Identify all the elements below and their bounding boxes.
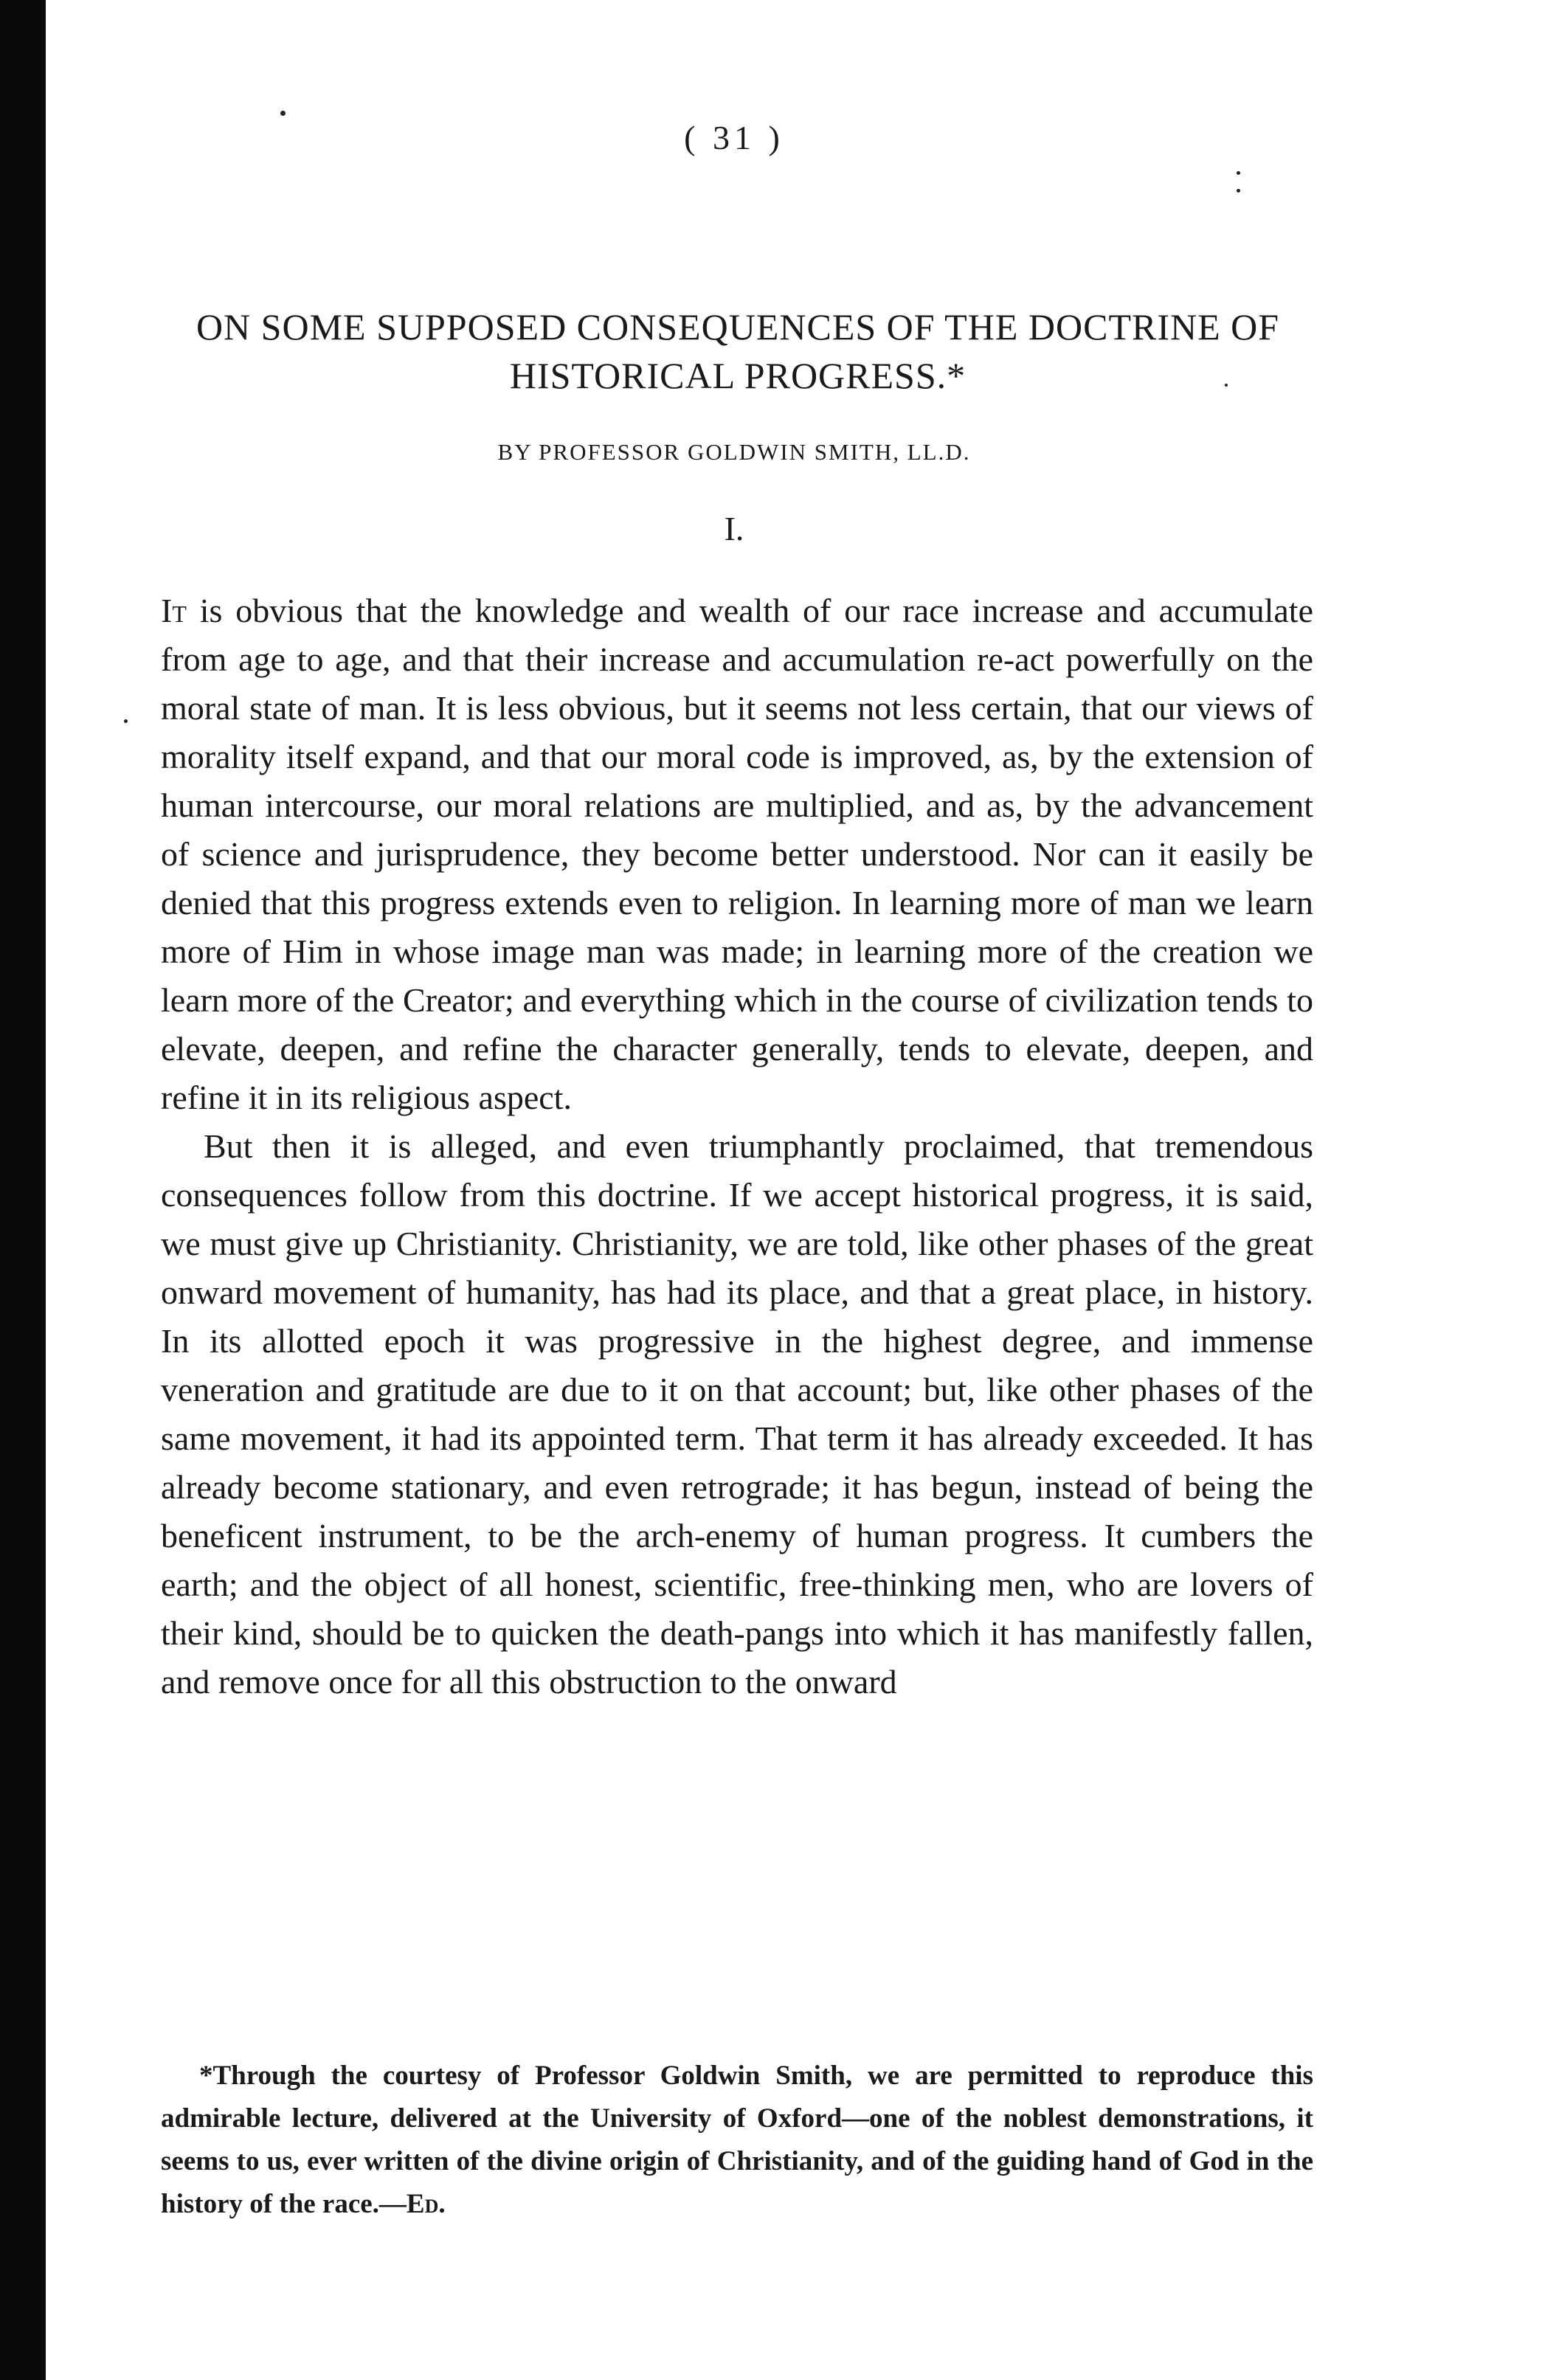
scan-speck [280,111,286,116]
footnote-signature: Ed. [406,2189,446,2219]
page-number: ( 31 ) [684,119,784,156]
scan-edge [0,0,46,2380]
author-byline: BY PROFESSOR GOLDWIN SMITH, LL.D. [497,439,971,465]
article-title: ON SOME SUPPOSED CONSEQUENCES OF THE DOCTRINE OF HISTORICAL PROGRESS.* [196,306,1280,396]
footnote [161,2055,1313,2226]
paragraph-1 [161,587,1313,1122]
scan-speck [1237,171,1240,175]
scan-speck [124,719,128,723]
footnote-text: *Through the courtesy of Professor Goldwin Smith, we are permitted to reproduce this admirable lecture, delivered at the University of Oxford—one of the noblest demonstrations, it seems to us, ever written of the divine origin of Christianity, and of the guiding hand of God in the history of the race.— [161,2061,1313,2219]
paragraph-1-text: is obvious that the knowledge and wealth of our race increase and accumulate from age to age, and that their increase and accumulation re-act powerfully on the moral state of man. It is less obvious, but it seems not less certain, that our views of morality itself expand, and that our moral code is improved, as, by the extension of human intercourse, our moral relations are multiplied, and as, by the advancement of science and jurisprudence, they become better understood. Nor can it easily be denied that this progress extends even to religion. In learning more of man we learn more of Him in whose image man was made; in learning more of the creation we learn more of the Creator; and everything which in the course of civilization tends to elevate, deepen, and refine the character generally, tends to elevate, deepen, and refine it in its religious aspect. [161,592,1313,1116]
paragraph-2: But then it is alleged, and even triumphantly proclaimed, that tremendous consequences follow from this doctrine. If we accept historical progress, it is said, we must give up Christianity. Christianity, we are told, like other phases of the great onward movement of humanity, has had its place, and that a great place, in history. In its allotted epoch it was progressive in the highest degree, and immense veneration and gratitude are due to it on that account; but, like other phases of the same movement, it had its appointed term. That term it has already exceeded. It has already become stationary, and even retrograde; it has begun, instead of being the beneficent instrument, to be the arch-enemy of human progress. It cumbers the earth; and the object of all honest, scientific, free-thinking men, who are lovers of their kind, should be to quicken the death-pangs into which it has manifestly fallen, and remove once for all this obstruction to the onward [161,1127,1313,1701]
scan-speck [1237,189,1240,193]
section-numeral: I. [724,510,744,547]
paragraph-lead-word: It [161,592,187,629]
article-body [161,587,1313,1706]
